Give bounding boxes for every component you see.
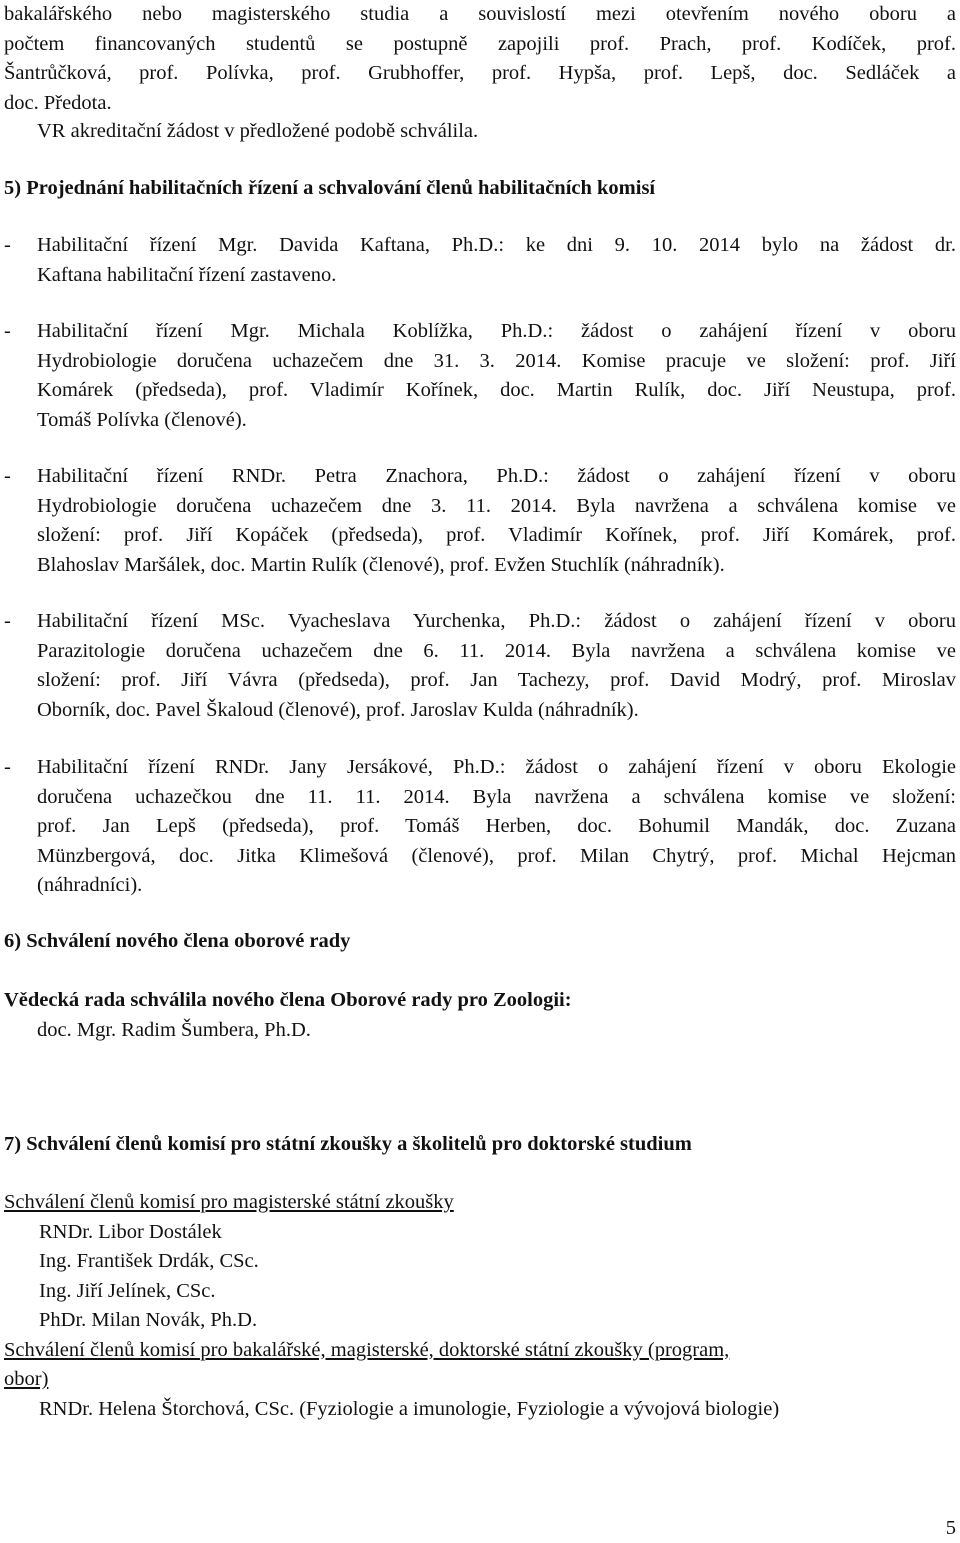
- list-item: [4, 231, 956, 290]
- section-7-body: [4, 1188, 956, 1424]
- text-line: Kaftana habilitační řízení zastaveno.: [37, 263, 337, 286]
- committee-member: Ing. Jiří Jelínek, CSc.: [39, 1279, 216, 1302]
- text-line: (náhradníci).: [37, 874, 143, 896]
- section-heading: 6) Schválení nového člena oborové rady: [4, 930, 351, 952]
- intro-paragraph: [4, 0, 956, 118]
- list-item-text: Habilitační řízení RNDr. Petra Znachora, Ph.D.: žádost o zahájení řízení v oboru: [37, 465, 956, 487]
- committee-member: Ing. František Drdák, CSc.: [39, 1250, 259, 1272]
- text-line: prof. Jan Lepš (předseda), prof. Tomáš Herben, doc. Bohumil Mandák, doc. Zuzana: [37, 815, 956, 837]
- text-line: složení: prof. Jiří Vávra (předseda), prof. Jan Tachezy, prof. David Modrý, prof. Miroslav: [37, 669, 956, 691]
- list-item: [4, 607, 956, 725]
- text-line: Komárek (předseda), prof. Vladimír Kořínek, doc. Martin Rulík, doc. Jiří Neustupa, prof.: [37, 379, 956, 401]
- list-item-text: Habilitační řízení Mgr. Michala Koblížka, Ph.D.: žádost o zahájení řízení v oboru: [37, 320, 956, 342]
- page-number: 5: [945, 1517, 956, 1539]
- committee-group-title: Schválení členů komisí pro magisterské státní zkoušky: [4, 1191, 454, 1213]
- text-line: [4, 607, 956, 637]
- committee-member: RNDr. Libor Dostálek: [39, 1220, 222, 1243]
- text-line: [4, 317, 956, 347]
- text-line: [4, 231, 956, 261]
- list-dash: -: [4, 234, 11, 256]
- committee-group-title: Schválení členů komisí pro bakalářské, magisterské, doktorské státní zkoušky (program,: [4, 1338, 730, 1361]
- text-line: Hydrobiologie doručena uchazečem dne 31. 3. 2014. Komise pracuje ve složení: prof. Jiří: [37, 349, 956, 372]
- committee-member: RNDr. Helena Štorchová, CSc. (Fyziologie a imunologie, Fyziologie a vývojová biologie): [39, 1397, 780, 1420]
- section-heading: 5) Projednání habilitačních řízení a schvalování členů habilitačních komisí: [4, 177, 656, 199]
- list-item: [4, 462, 956, 580]
- section-subheading: Vědecká rada schválila nového člena Oborové rady pro Zoologii:: [4, 989, 572, 1011]
- section-heading: 7) Schválení členů komisí pro státní zkoušky a školitelů pro doktorské studium: [4, 1133, 692, 1155]
- text-line: VR akreditační žádost v předložené podobě schválila.: [37, 120, 479, 142]
- text-line: doc. Předota.: [4, 91, 112, 114]
- committee-member: PhDr. Milan Novák, Ph.D.: [39, 1309, 258, 1331]
- text-line: počtem financovaných studentů se postupně zapojili prof. Prach, prof. Kodíček, prof.: [4, 32, 956, 55]
- list-dash: -: [4, 610, 11, 632]
- intro-approval: [4, 117, 956, 147]
- list-dash: -: [4, 465, 11, 487]
- text-line: Oborník, doc. Pavel Škaloud (členové), prof. Jaroslav Kulda (náhradník).: [37, 698, 639, 721]
- section-5-heading: [4, 174, 956, 204]
- text-line: doručena uchazečkou dne 11. 11. 2014. Byla navržena a schválena komise ve složení:: [37, 785, 956, 808]
- text-line: Blahoslav Maršálek, doc. Martin Rulík (členové), prof. Evžen Stuchlík (náhradník).: [37, 553, 725, 576]
- list-item: [4, 753, 956, 901]
- section-7-heading: [4, 1130, 956, 1160]
- text-line: [4, 753, 956, 783]
- text-line: Parazitologie doručena uchazečem dne 6. 11. 2014. Byla navržena a schválena komise ve: [37, 639, 956, 662]
- section-6-body: [4, 986, 956, 1045]
- section-6-heading: [4, 927, 956, 957]
- text-line: Hydrobiologie doručena uchazečem dne 3. 11. 2014. Byla navržena a schválena komise ve: [37, 494, 956, 517]
- committee-group-title: obor): [4, 1368, 49, 1390]
- text-line: Šantrůčková, prof. Polívka, prof. Grubhoffer, prof. Hypša, prof. Lepš, doc. Sedláček a: [4, 62, 956, 84]
- list-dash: -: [4, 320, 11, 342]
- text-line: složení: prof. Jiří Kopáček (předseda), prof. Vladimír Kořínek, prof. Jiří Komárek, prof.: [37, 524, 956, 546]
- text-line: Münzbergová, doc. Jitka Klimešová (členové), prof. Milan Chytrý, prof. Michal Hejcman: [37, 844, 956, 867]
- board-member: doc. Mgr. Radim Šumbera, Ph.D.: [37, 1018, 311, 1041]
- text-line: Tomáš Polívka (členové).: [37, 408, 247, 431]
- list-dash: -: [4, 756, 11, 778]
- list-item-text: Habilitační řízení RNDr. Jany Jersákové, Ph.D.: žádost o zahájení řízení v oboru Ekologie: [37, 756, 956, 778]
- list-item-text: Habilitační řízení Mgr. Davida Kaftana, Ph.D.: ke dni 9. 10. 2014 bylo na žádost dr.: [37, 234, 956, 256]
- text-line: [4, 462, 956, 492]
- list-item: [4, 317, 956, 435]
- list-item-text: Habilitační řízení MSc. Vyacheslava Yurchenka, Ph.D.: žádost o zahájení řízení v oboru: [37, 610, 956, 632]
- text-line: bakalářského nebo magisterského studia a souvislostí mezi otevřením nového oboru a: [4, 3, 956, 25]
